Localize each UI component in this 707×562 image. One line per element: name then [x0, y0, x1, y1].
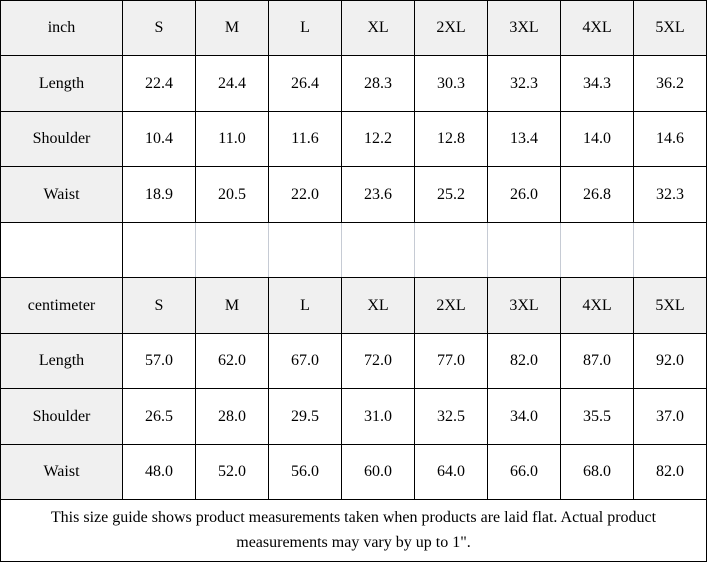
size-header-cell: 3XL [488, 278, 561, 333]
spacer-cell [342, 222, 415, 277]
row-label-cell: Waist [1, 444, 123, 499]
size-header-cell: 4XL [561, 1, 634, 56]
size-guide-note: This size guide shows product measurements taken when products are laid flat. Actual product measurements may vary by up to 1". [1, 500, 707, 562]
centimeter-shoulder-row [1, 389, 707, 444]
size-header-cell: 4XL [561, 278, 634, 333]
value-cell: 82.0 [634, 444, 707, 499]
row-label-cell: Shoulder [1, 389, 123, 444]
value-cell: 87.0 [561, 333, 634, 388]
inch-header-row [1, 1, 707, 56]
value-cell: 34.3 [561, 56, 634, 111]
value-cell: 56.0 [269, 444, 342, 499]
size-header-cell: 2XL [415, 1, 488, 56]
value-cell: 22.0 [269, 167, 342, 222]
value-cell: 18.9 [123, 167, 196, 222]
value-cell: 60.0 [342, 444, 415, 499]
value-cell: 28.3 [342, 56, 415, 111]
size-header-cell: XL [342, 1, 415, 56]
value-cell: 22.4 [123, 56, 196, 111]
value-cell: 52.0 [196, 444, 269, 499]
value-cell: 36.2 [634, 56, 707, 111]
inch-shoulder-row [1, 111, 707, 166]
footer-row [1, 500, 707, 562]
size-header-cell: L [269, 278, 342, 333]
value-cell: 57.0 [123, 333, 196, 388]
value-cell: 12.2 [342, 111, 415, 166]
value-cell: 13.4 [488, 111, 561, 166]
value-cell: 35.5 [561, 389, 634, 444]
row-label-cell: Waist [1, 167, 123, 222]
inch-length-row [1, 56, 707, 111]
unit-cell-inch: inch [1, 1, 123, 56]
value-cell: 30.3 [415, 56, 488, 111]
unit-cell-centimeter: centimeter [1, 278, 123, 333]
value-cell: 34.0 [488, 389, 561, 444]
value-cell: 31.0 [342, 389, 415, 444]
value-cell: 26.4 [269, 56, 342, 111]
value-cell: 25.2 [415, 167, 488, 222]
spacer-row [1, 222, 707, 277]
value-cell: 28.0 [196, 389, 269, 444]
spacer-cell [196, 222, 269, 277]
spacer-cell [269, 222, 342, 277]
spacer-cell [488, 222, 561, 277]
spacer-cell [415, 222, 488, 277]
row-label-cell: Length [1, 56, 123, 111]
value-cell: 26.5 [123, 389, 196, 444]
value-cell: 64.0 [415, 444, 488, 499]
centimeter-length-row [1, 333, 707, 388]
value-cell: 37.0 [634, 389, 707, 444]
spacer-cell [561, 222, 634, 277]
value-cell: 32.3 [634, 167, 707, 222]
value-cell: 72.0 [342, 333, 415, 388]
size-header-cell: 3XL [488, 1, 561, 56]
value-cell: 14.6 [634, 111, 707, 166]
value-cell: 62.0 [196, 333, 269, 388]
value-cell: 66.0 [488, 444, 561, 499]
size-header-cell: L [269, 1, 342, 56]
row-label-cell: Shoulder [1, 111, 123, 166]
size-header-cell: 2XL [415, 278, 488, 333]
size-header-cell: S [123, 278, 196, 333]
value-cell: 26.8 [561, 167, 634, 222]
value-cell: 23.6 [342, 167, 415, 222]
value-cell: 26.0 [488, 167, 561, 222]
value-cell: 12.8 [415, 111, 488, 166]
value-cell: 77.0 [415, 333, 488, 388]
value-cell: 10.4 [123, 111, 196, 166]
value-cell: 14.0 [561, 111, 634, 166]
size-header-cell: M [196, 1, 269, 56]
size-header-cell: XL [342, 278, 415, 333]
row-label-cell: Length [1, 333, 123, 388]
value-cell: 67.0 [269, 333, 342, 388]
value-cell: 11.6 [269, 111, 342, 166]
spacer-cell [634, 222, 707, 277]
value-cell: 82.0 [488, 333, 561, 388]
value-cell: 48.0 [123, 444, 196, 499]
size-header-cell: 5XL [634, 278, 707, 333]
value-cell: 68.0 [561, 444, 634, 499]
size-header-cell: S [123, 1, 196, 56]
value-cell: 92.0 [634, 333, 707, 388]
centimeter-waist-row [1, 444, 707, 499]
inch-waist-row [1, 167, 707, 222]
spacer-cell [123, 222, 196, 277]
value-cell: 29.5 [269, 389, 342, 444]
size-header-cell: M [196, 278, 269, 333]
value-cell: 11.0 [196, 111, 269, 166]
value-cell: 32.5 [415, 389, 488, 444]
value-cell: 24.4 [196, 56, 269, 111]
value-cell: 32.3 [488, 56, 561, 111]
centimeter-header-row [1, 278, 707, 333]
value-cell: 20.5 [196, 167, 269, 222]
size-header-cell: 5XL [634, 1, 707, 56]
spacer-cell [1, 222, 123, 277]
